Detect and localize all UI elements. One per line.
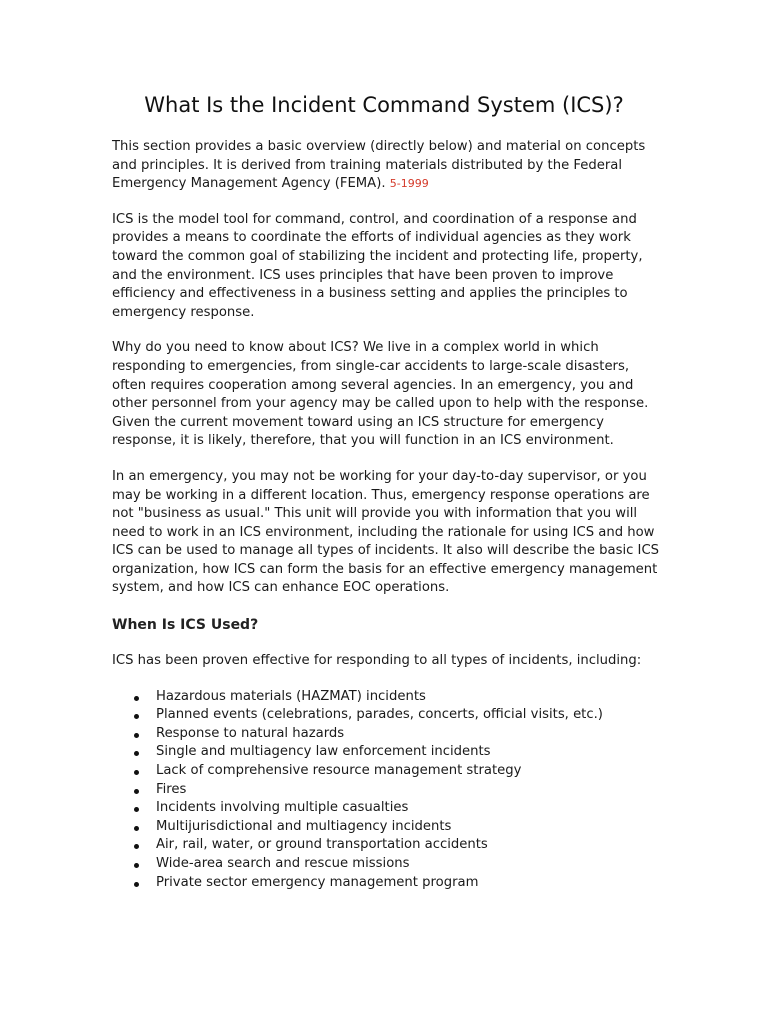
list-item: Fires [112,781,660,800]
bullet-icon [134,826,139,831]
list-item: Multijurisdictional and multiagency incidents [112,818,660,837]
list-item: Lack of comprehensive resource management strategy [112,762,660,781]
list-item: Response to natural hazards [112,725,660,744]
bullet-icon [134,863,139,868]
section-intro: ICS has been proven effective for responding to all types of incidents, including: [112,653,642,669]
intro-paragraph [112,138,660,194]
bullet-icon [134,733,139,738]
incident-types-list [112,688,660,893]
bullet-icon [134,789,139,794]
ics-definition-paragraph: ICS is the model tool for command, control, and coordination of a response and provides a means to coordinate the efforts of individual agencies as they work toward the common goal of stabilizing the incident and protecting life, property, and the environment. ICS uses principles that have been proven to improve efficiency and effectiveness in a business setting and applies the principles to emergency response. [112,211,643,320]
bullet-icon [134,696,139,701]
list-item: Single and multiagency law enforcement incidents [112,743,660,762]
list-item: Incidents involving multiple casualties [112,799,660,818]
bullet-icon [134,770,139,775]
list-item: Private sector emergency management program [112,874,660,893]
list-item: Air, rail, water, or ground transportation accidents [112,836,660,855]
bullet-icon [134,807,139,812]
bullet-icon [134,751,139,756]
why-know-ics-paragraph: Why do you need to know about ICS? We live in a complex world in which responding to emergencies, from single-car accidents to large-scale disasters, often requires cooperation among several agencies. In an emergency, you and other personnel from your agency may be called upon to help with the response. Given the current movement toward using an ICS structure for emergency response, it is likely, therefore, that you will function in an ICS environment. [112,340,649,449]
bullet-icon [134,714,139,719]
bullet-icon [134,882,139,887]
reference-tag: 5-1999 [389,177,429,191]
list-item: Planned events (celebrations, parades, concerts, official visits, etc.) [112,706,660,725]
list-item: Hazardous materials (HAZMAT) incidents [112,688,660,707]
list-item: Wide-area search and rescue missions [112,855,660,874]
emergency-context-paragraph: In an emergency, you may not be working for your day-to-day supervisor, or you may be working in a different location. Thus, emergency response operations are not "business as usual." This unit will provide you with information that you will need to work in an ICS environment, including the rationale for using ICS and how ICS can be used to manage all types of incidents. It also will describe the basic ICS organization, how ICS can form the basis for an effective emergency management system, and how ICS can enhance EOC operations. [112,468,660,596]
document-body [112,138,660,892]
bullet-icon [134,844,139,849]
intro-text: This section provides a basic overview (directly below) and material on concepts and principles. It is derived from training materials distributed by the Federal Emergency Management Agency (FEMA). [112,139,646,192]
page-title: What Is the Incident Command System (ICS)? [144,93,624,117]
section-heading: When Is ICS Used? [112,617,259,634]
